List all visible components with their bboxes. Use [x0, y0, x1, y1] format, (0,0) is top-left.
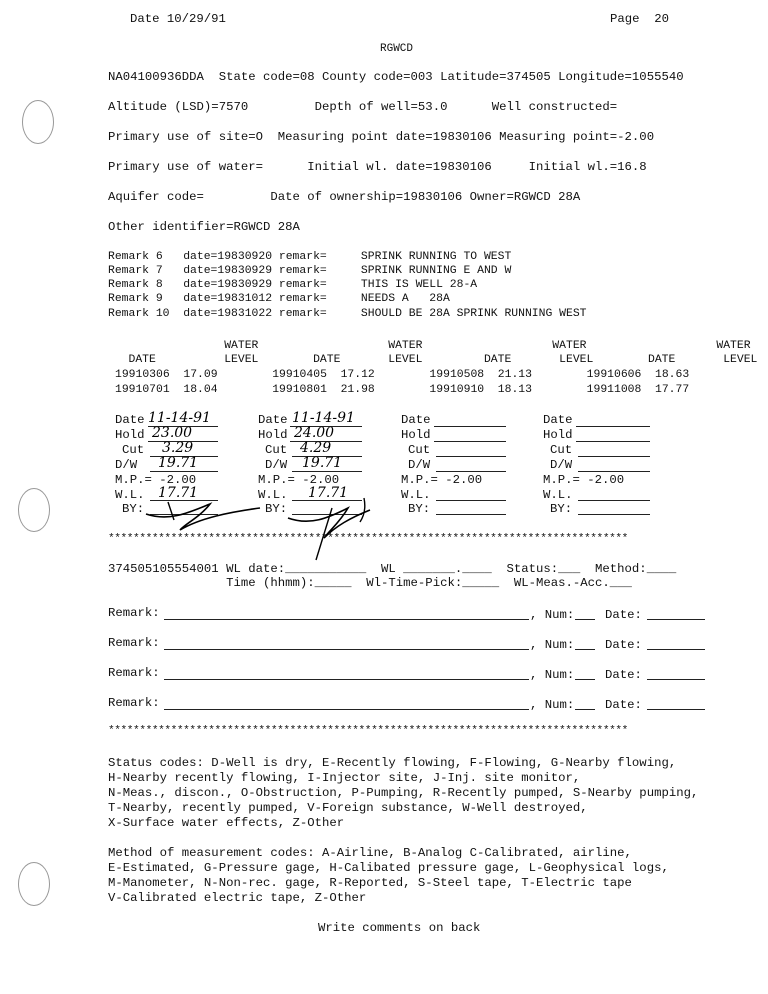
date-field[interactable] — [647, 709, 705, 710]
num-field[interactable] — [575, 679, 595, 680]
method-codes-line: V-Calibrated electric tape, Z-Other — [108, 891, 367, 905]
date-label: Date: — [605, 638, 642, 652]
form-dw-label: D/W — [115, 458, 138, 472]
punch-hole-bottom — [18, 862, 50, 906]
form-by-label: BY: — [265, 502, 288, 516]
remark-entry-field[interactable] — [164, 649, 529, 650]
form-cut-label: Cut — [408, 443, 431, 457]
remark-line: Remark 10 date=19831022 remark= SHOULD BE 28A SPRINK RUNNING WEST — [108, 308, 587, 320]
form-hold-label: Hold — [401, 428, 431, 442]
form-mp-label: M.P.= -2.00 — [115, 473, 197, 487]
star-separator: *********************************************************************************** — [108, 725, 628, 737]
remark-line: Remark 9 date=19831012 remark= NEEDS A 28A — [108, 293, 450, 305]
form-underline — [578, 471, 650, 472]
form-wl-label: W.L. — [543, 488, 573, 502]
num-field[interactable] — [575, 709, 595, 710]
levels-row: 19910306 17.09 19910405 17.12 19910508 21.13 19910606 18.63 — [115, 369, 690, 381]
site-line-4: Primary use of water= Initial wl. date=19830106 Initial wl.=16.8 — [108, 160, 647, 174]
levels-row: 19910701 18.04 19910801 21.98 19910910 18.13 19911008 17.77 — [115, 384, 690, 396]
remark-line: Remark 7 date=19830929 remark= SPRINK RUNNING E AND W — [108, 265, 512, 277]
punch-hole-middle — [18, 488, 50, 532]
form-by-label: BY: — [408, 502, 431, 516]
form-underline — [436, 500, 506, 501]
form-mp-label: M.P.= -2.00 — [401, 473, 483, 487]
form-underline — [150, 471, 218, 472]
num-label: , Num: — [530, 698, 575, 712]
form-date-label: Date — [258, 413, 288, 427]
handwritten-date: 11-14-91 — [148, 410, 211, 426]
form-date-label: Date — [543, 413, 573, 427]
site-line-1: NA04100936DDA State code=08 County code=003 Latitude=374505 Longitude=1055540 — [108, 70, 684, 84]
form-underline — [578, 500, 650, 501]
remark-entry-label: Remark: — [108, 636, 160, 650]
num-label: , Num: — [530, 608, 575, 622]
handwritten-wl: 17.71 — [308, 485, 349, 501]
form-underline — [436, 471, 506, 472]
num-label: , Num: — [530, 668, 575, 682]
entry-line-2: Time (hhmm):_____ Wl-Time-Pick:_____ WL-Meas.-Acc.___ — [108, 576, 632, 590]
form-mp-label: M.P.= -2.00 — [258, 473, 340, 487]
num-label: , Num: — [530, 638, 575, 652]
form-cut-label: Cut — [265, 443, 288, 457]
form-hold-label: Hold — [115, 428, 145, 442]
form-wl-label: W.L. — [258, 488, 288, 502]
form-cut-label: Cut — [550, 443, 573, 457]
report-date: Date 10/29/91 — [130, 12, 226, 26]
method-codes-line: M-Manometer, N-Non-rec. gage, R-Reported, S-Steel tape, T-Electric tape — [108, 876, 632, 890]
date-field[interactable] — [647, 649, 705, 650]
site-line-3: Primary use of site=O Measuring point date=19830106 Measuring point=-2.00 — [108, 130, 655, 144]
num-field[interactable] — [575, 649, 595, 650]
site-line-5: Aquifer code= Date of ownership=19830106 Owner=RGWCD 28A — [108, 190, 581, 204]
form-date-label: Date — [115, 413, 145, 427]
form-cut-label: Cut — [122, 443, 145, 457]
form-underline — [576, 441, 650, 442]
handwritten-hold: 24.00 — [294, 425, 335, 441]
form-dw-label: D/W — [550, 458, 573, 472]
signature-2 — [280, 485, 390, 568]
page-number: Page 20 — [610, 12, 670, 26]
date-field[interactable] — [647, 619, 705, 620]
form-wl-label: W.L. — [115, 488, 145, 502]
form-dw-label: D/W — [408, 458, 431, 472]
remark-entry-label: Remark: — [108, 696, 160, 710]
footer-note: Write comments on back — [318, 921, 481, 935]
status-codes-line: N-Meas., discon., O-Obstruction, P-Pumping, R-Recently pumped, S-Nearby pumping, — [108, 786, 699, 800]
status-codes-line: H-Nearby recently flowing, I-Injector site, J-Inj. site monitor, — [108, 771, 581, 785]
remark-entry-field[interactable] — [164, 679, 529, 680]
levels-header-1: WATER WATER WATER WATER — [108, 340, 751, 352]
form-wl-label: W.L. — [401, 488, 431, 502]
entry-line-1: 374505105554001 WL date:___________ WL _______.____ Status:___ Method:____ — [108, 562, 677, 576]
handwritten-dw: 19.71 — [302, 455, 343, 471]
form-underline — [436, 514, 506, 515]
date-label: Date: — [605, 698, 642, 712]
form-underline — [434, 441, 506, 442]
report-title: RGWCD — [380, 43, 414, 55]
date-label: Date: — [605, 668, 642, 682]
remark-entry-field[interactable] — [164, 709, 529, 710]
form-underline — [578, 514, 650, 515]
form-underline — [578, 456, 650, 457]
form-underline — [436, 456, 506, 457]
site-line-2: Altitude (LSD)=7570 Depth of well=53.0 Well constructed= — [108, 100, 618, 114]
method-codes-line: E-Estimated, G-Pressure gage, H-Calibated pressure gage, L-Geophysical logs, — [108, 861, 669, 875]
form-by-label: BY: — [122, 502, 145, 516]
remark-entry-label: Remark: — [108, 606, 160, 620]
form-underline — [576, 426, 650, 427]
form-mp-label: M.P.= -2.00 — [543, 473, 625, 487]
handwritten-cut: 4.29 — [300, 440, 332, 456]
remark-line: Remark 8 date=19830929 remark= THIS IS WELL 28-A — [108, 279, 478, 291]
form-underline — [434, 426, 506, 427]
site-line-6: Other identifier=RGWCD 28A — [108, 220, 300, 234]
remark-entry-field[interactable] — [164, 619, 529, 620]
handwritten-cut: 3.29 — [162, 440, 194, 456]
remark-entry-label: Remark: — [108, 666, 160, 680]
status-codes-line: X-Surface water effects, Z-Other — [108, 816, 345, 830]
date-field[interactable] — [647, 679, 705, 680]
date-label: Date: — [605, 608, 642, 622]
star-separator: *********************************************************************************** — [108, 533, 628, 545]
levels-header-2: DATE LEVEL DATE LEVEL DATE LEVEL DATE LEVEL — [108, 354, 758, 366]
form-hold-label: Hold — [543, 428, 573, 442]
handwritten-hold: 23.00 — [152, 425, 193, 441]
form-date-label: Date — [401, 413, 431, 427]
punch-hole-top — [22, 100, 54, 144]
form-by-label: BY: — [550, 502, 573, 516]
method-codes-line: Method of measurement codes: A-Airline, B-Analog C-Calibrated, airline, — [108, 846, 632, 860]
remark-line: Remark 6 date=19830920 remark= SPRINK RUNNING TO WEST — [108, 251, 512, 263]
handwritten-date: 11-14-91 — [292, 410, 355, 426]
handwritten-wl: 17.71 — [158, 485, 199, 501]
form-hold-label: Hold — [258, 428, 288, 442]
status-codes-line: T-Nearby, recently pumped, V-Foreign substance, W-Well destroyed, — [108, 801, 588, 815]
form-underline — [292, 471, 362, 472]
handwritten-dw: 19.71 — [158, 455, 199, 471]
status-codes-line: Status codes: D-Well is dry, E-Recently flowing, F-Flowing, G-Nearby flowing, — [108, 756, 677, 770]
num-field[interactable] — [575, 619, 595, 620]
form-dw-label: D/W — [265, 458, 288, 472]
